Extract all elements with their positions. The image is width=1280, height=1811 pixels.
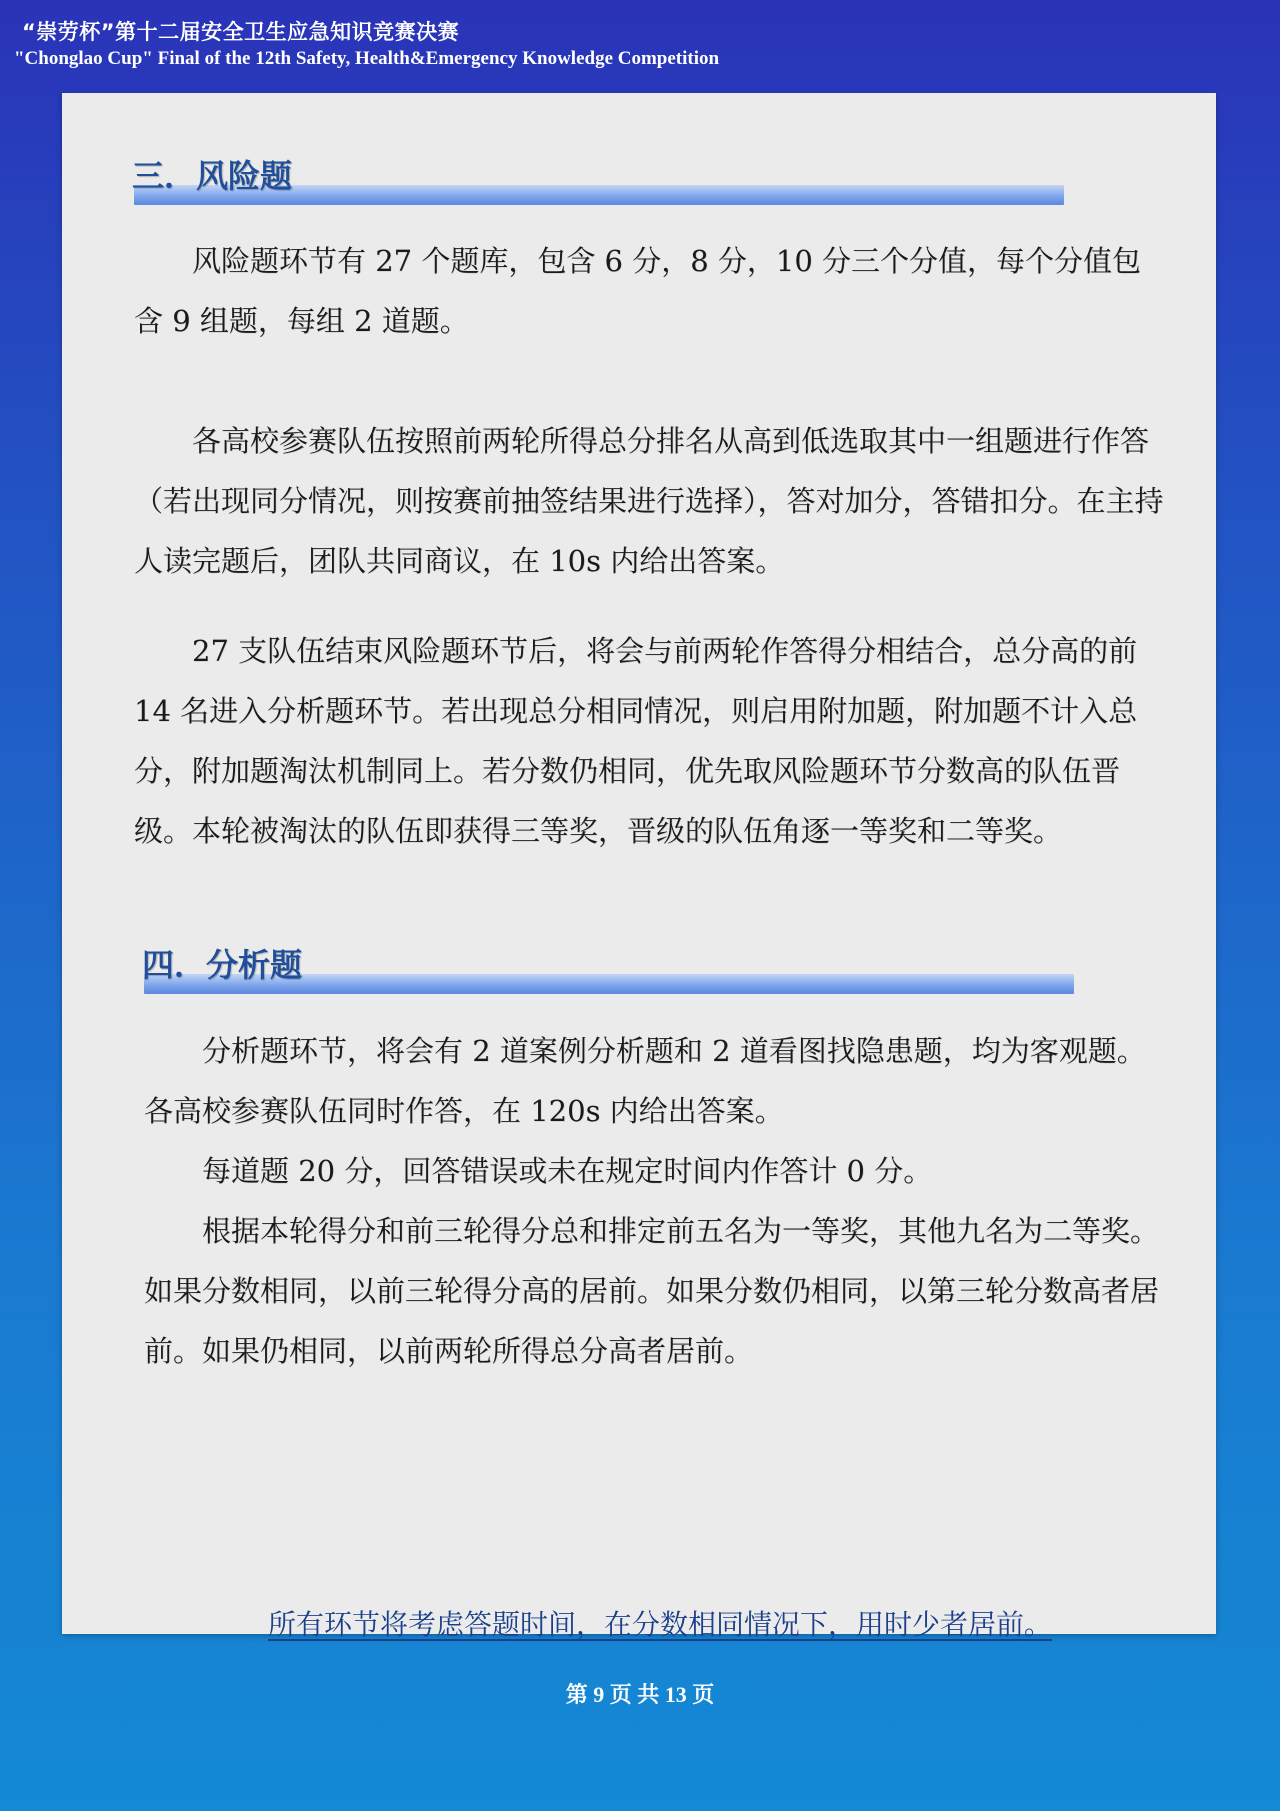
- section4-paragraph-2: 每道题 20 分，回答错误或未在规定时间内作答计 0 分。: [202, 1154, 933, 1188]
- section3-heading: 三．风险题: [132, 157, 293, 195]
- tiebreak-note: 所有环节将考虑答题时间，在分数相同情况下，用时少者居前。: [268, 1608, 1053, 1641]
- header-title-en: "Chonglao Cup" Final of the 12th Safety, Health&Emergency Knowledge Competition: [14, 48, 720, 69]
- section4-paragraph-1: 分析题环节，将会有 2 道案例分析题和 2 道看图找隐患题，均为客观题。各高校参赛队伍同时作答，在 120s 内给出答案。: [144, 1034, 1146, 1128]
- section4-heading: 四．分析题: [142, 946, 303, 984]
- page-number: 第 9 页 共 13 页: [565, 1682, 715, 1707]
- content-card: [62, 93, 1216, 1641]
- section4-paragraph-3: 根据本轮得分和前三轮得分总和排定前五名为一等奖，其他九名为二等奖。如果分数相同，以前三轮得分高的居前。如果分数仍相同，以第三轮分数高者居前。如果仍相同，以前两轮所得总分高者居前。: [144, 1214, 1160, 1368]
- header-title-cn: “崇劳杯”第十二届安全卫生应急知识竞赛决赛: [22, 20, 460, 44]
- section3-paragraph-1: 风险题环节有 27 个题库，包含 6 分，8 分，10 分三个分值，每个分值包含 9 组题，每组 2 道题。: [134, 244, 1142, 338]
- section3-paragraph-3: 27 支队伍结束风险题环节后，将会与前两轮作答得分相结合，总分高的前 14 名进入分析题环节。若出现总分相同情况，则启用附加题，附加题不计入总分，附加题淘汰机制同上。若分数仍相同，优先取风险题环节分数高的队伍晋级。本轮被淘汰的队伍即获得三等奖，晋级的队伍角逐一等奖和二等奖。: [134, 634, 1138, 848]
- section3-paragraph-2: 各高校参赛队伍按照前两轮所得总分排名从高到低选取其中一组题进行作答（若出现同分情况，则按赛前抽签结果进行选择），答对加分，答错扣分。在主持人读完题后，团队共同商议，在 10s 内给出答案。: [134, 424, 1164, 578]
